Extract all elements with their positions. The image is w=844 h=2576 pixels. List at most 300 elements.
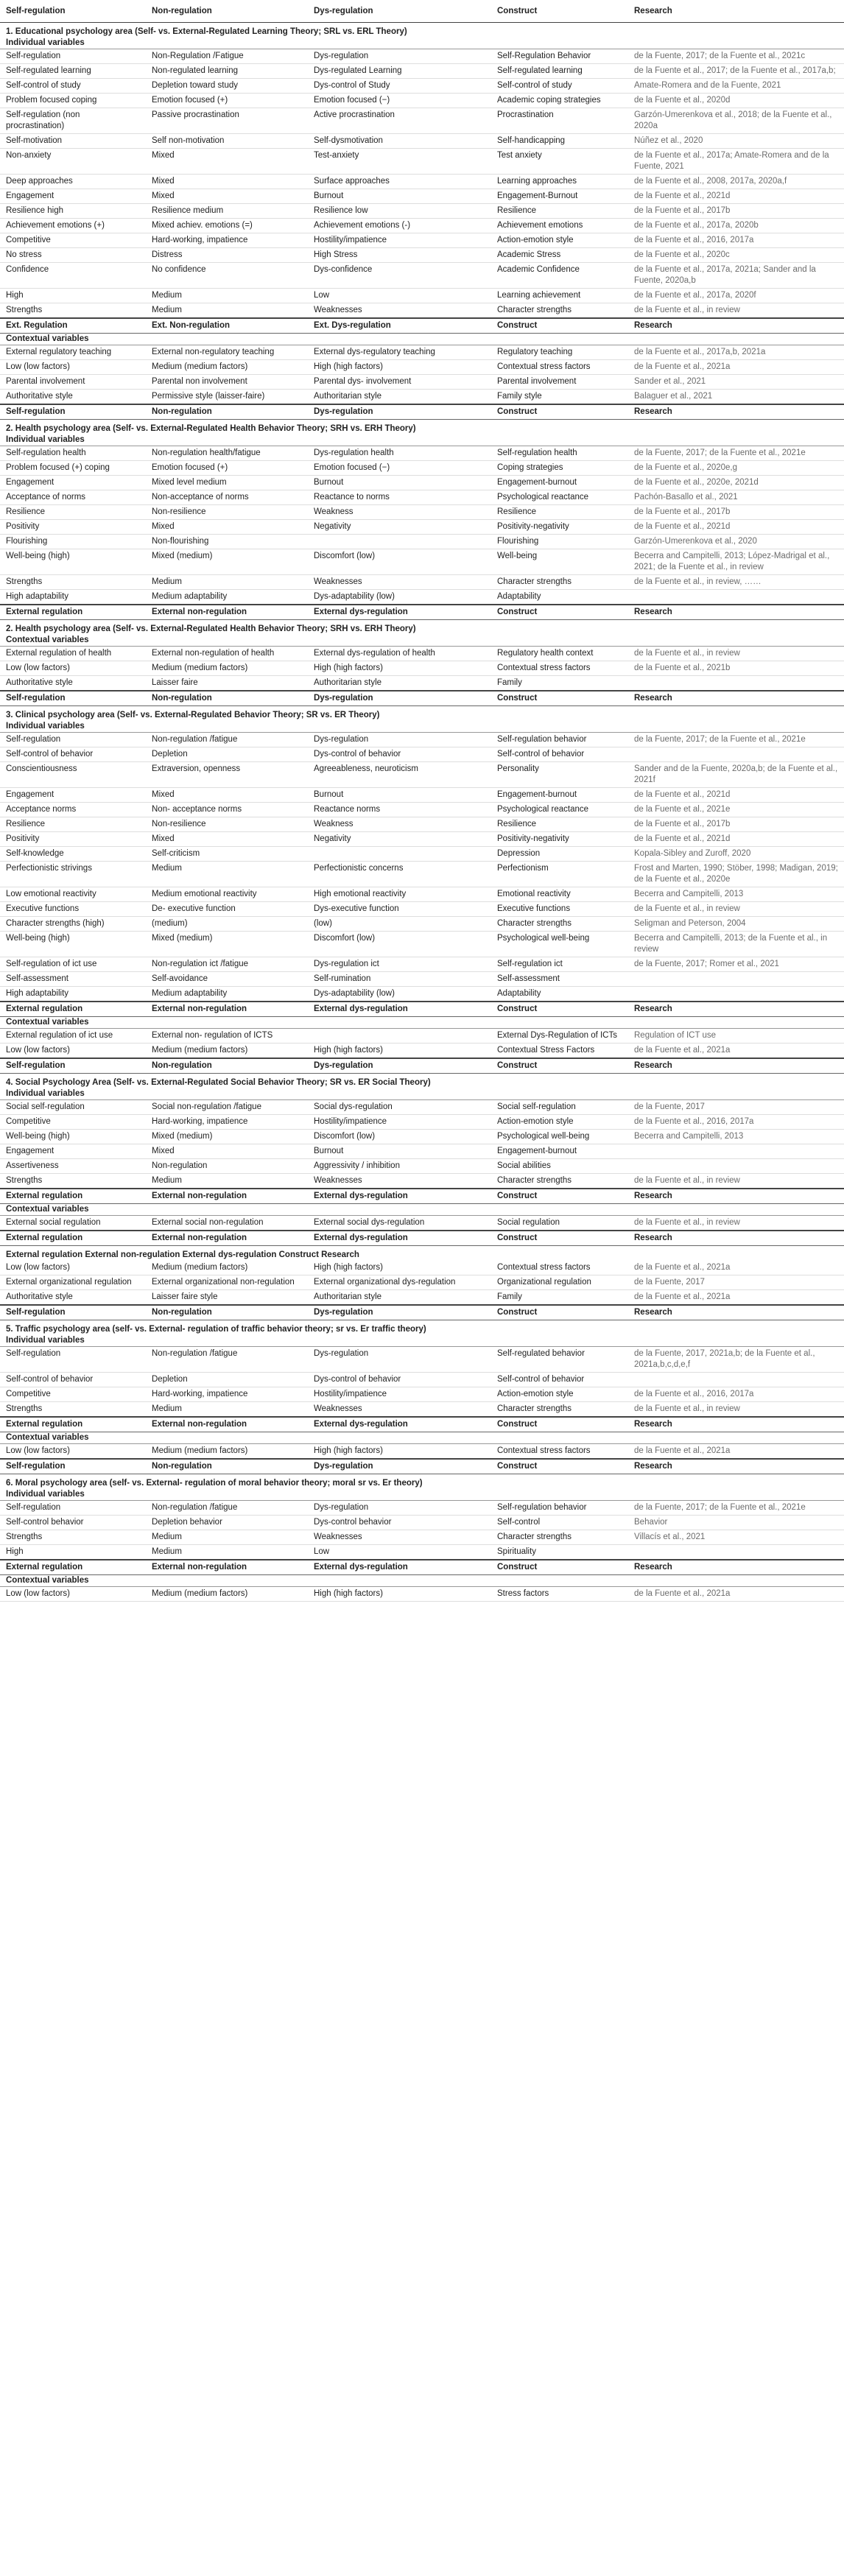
table-cell: High Stress [308, 248, 491, 263]
research-cell: Sander and de la Fuente, 2020a,b; de la Fuente et al., 2021f [628, 762, 844, 788]
table-cell: Medium adaptability [146, 590, 308, 605]
table-cell: Self-assessment [491, 972, 628, 987]
research-cell: de la Fuente et al., 2020c [628, 248, 844, 263]
group-header-cell: Research [628, 1305, 844, 1320]
table-cell: Self-Regulation Behavior [491, 49, 628, 64]
table-cell: Adaptability [491, 987, 628, 1002]
group-header-cell: Construct [491, 1305, 628, 1320]
research-cell: Behavior [628, 1516, 844, 1530]
research-cell: Amate-Romera and de la Fuente, 2021 [628, 79, 844, 94]
subsection-title-row [0, 38, 844, 49]
table-cell: Depletion toward study [146, 79, 308, 94]
group-header-cell: External non-regulation [146, 1560, 308, 1575]
table-row [0, 932, 844, 957]
table-cell: Emotion focused (−) [308, 461, 491, 476]
group-header-row [0, 318, 844, 334]
table-cell: Personality [491, 762, 628, 788]
table-cell: Non-resilience [146, 505, 308, 520]
table-cell: Medium (medium factors) [146, 360, 308, 375]
table-cell: Well-being (high) [0, 549, 146, 575]
table-cell: Regulatory teaching [491, 345, 628, 360]
table-cell: Social abilities [491, 1159, 628, 1174]
table-cell: Positivity-negativity [491, 832, 628, 847]
table-cell: Medium (medium factors) [146, 1261, 308, 1275]
table-cell: Self-rumination [308, 972, 491, 987]
table-cell: Low (low factors) [0, 661, 146, 676]
research-cell: de la Fuente et al., in review [628, 1174, 844, 1189]
group-header-row [0, 605, 844, 620]
group-header-cell: Dys-regulation [308, 691, 491, 706]
table-cell: Strengths [0, 1174, 146, 1189]
table-row [0, 461, 844, 476]
table-cell: Self-regulated learning [491, 64, 628, 79]
table-cell: Mixed [146, 149, 308, 175]
group-header-cell: External regulation [0, 1189, 146, 1204]
table-cell: Reactance to norms [308, 490, 491, 505]
group-header-cell: Self-regulation [0, 691, 146, 706]
subsection-title-row [0, 635, 844, 647]
subsection-title: Contextual variables [0, 1017, 844, 1029]
table-row [0, 1402, 844, 1418]
table-cell: High (high factors) [308, 661, 491, 676]
header-cell: Dys-regulation [308, 0, 491, 23]
table-row [0, 1373, 844, 1387]
table-cell: Dys-control of behavior [308, 1373, 491, 1387]
table-cell: Family style [491, 390, 628, 405]
table-cell: Self-regulation [0, 49, 146, 64]
table-cell: Hard-working, impatience [146, 1387, 308, 1402]
table-cell: High adaptability [0, 590, 146, 605]
research-cell: Becerra and Campitelli, 2013 [628, 887, 844, 902]
group-header-cell: Research [628, 1002, 844, 1017]
table-row [0, 1159, 844, 1174]
table-row [0, 987, 844, 1002]
table-cell: Dys-control behavior [308, 1516, 491, 1530]
table-cell: Contextual stress factors [491, 1444, 628, 1460]
table-cell: High [0, 289, 146, 303]
table-cell: Contextual stress factors [491, 360, 628, 375]
table-cell: Mixed [146, 189, 308, 204]
table-cell: Authoritative style [0, 676, 146, 691]
table-cell: External non-regulatory teaching [146, 345, 308, 360]
table-row [0, 1029, 844, 1044]
table-cell: Social self-regulation [0, 1100, 146, 1115]
table-cell [308, 847, 491, 862]
table-cell: Problem focused coping [0, 94, 146, 108]
table-row [0, 575, 844, 590]
table-cell: Problem focused (+) coping [0, 461, 146, 476]
table-cell: Low (low factors) [0, 1587, 146, 1602]
table-cell: Hostility/impatience [308, 1115, 491, 1130]
table-cell: Strengths [0, 1402, 146, 1418]
table-cell: Medium (medium factors) [146, 1444, 308, 1460]
subsection-title: Contextual variables [0, 635, 844, 647]
group-header-cell: External regulation [0, 605, 146, 620]
table-cell: Low [308, 289, 491, 303]
table-row [0, 64, 844, 79]
table-cell: Authoritative style [0, 1290, 146, 1306]
table-cell: Aggressivity / inhibition [308, 1159, 491, 1174]
table-cell: Parental involvement [0, 375, 146, 390]
group-header-cell: External non-regulation [146, 605, 308, 620]
group-header-row [0, 1002, 844, 1017]
table-cell: External dys-regulatory teaching [308, 345, 491, 360]
table-cell: Engagement [0, 476, 146, 490]
group-header-cell: Self-regulation [0, 1459, 146, 1474]
table-row [0, 189, 844, 204]
subsection-title: Individual variables [0, 721, 844, 733]
table-cell: Self-regulation health [0, 446, 146, 461]
research-cell: de la Fuente et al., 2021a [628, 1444, 844, 1460]
table-cell: External organizational regulation [0, 1275, 146, 1290]
table-cell: Self-handicapping [491, 134, 628, 149]
table-cell: Medium emotional reactivity [146, 887, 308, 902]
group-header-cell: Construct [491, 404, 628, 420]
section-title-row [0, 1474, 844, 1490]
table-cell: External Dys-Regulation of ICTs [491, 1029, 628, 1044]
table-cell: Self-regulation ict [491, 957, 628, 972]
table-cell: Positivity [0, 520, 146, 535]
table-cell: High (high factors) [308, 1261, 491, 1275]
research-cell: Sander et al., 2021 [628, 375, 844, 390]
group-header-row [0, 691, 844, 706]
table-cell: Hostility/impatience [308, 233, 491, 248]
table-cell [308, 535, 491, 549]
subsection-title: Individual variables [0, 1088, 844, 1100]
header-cell: Construct [491, 0, 628, 23]
table-cell: Self-regulation [0, 733, 146, 747]
table-cell: Self-regulation [0, 1347, 146, 1373]
table-row [0, 134, 844, 149]
table-cell: Self-dysmotivation [308, 134, 491, 149]
table-cell: Organizational regulation [491, 1275, 628, 1290]
table-row [0, 375, 844, 390]
research-cell: Frost and Marten, 1990; Stöber, 1998; Madigan, 2019; de la Fuente et al., 2020e [628, 862, 844, 887]
table-row [0, 887, 844, 902]
research-cell: de la Fuente et al., 2021a [628, 1261, 844, 1275]
table-row [0, 917, 844, 932]
table-row [0, 490, 844, 505]
research-cell: de la Fuente et al., in review [628, 1216, 844, 1231]
section-title: 6. Moral psychology area (self- vs. External- regulation of moral behavior theory; moral sr vs. Er theory) [6, 1479, 423, 1488]
table-cell: Self-regulation of ict use [0, 957, 146, 972]
table-cell: Dys-regulation [308, 1501, 491, 1516]
table-cell: Well-being (high) [0, 932, 146, 957]
group-header-cell: Construct [491, 1459, 628, 1474]
table-cell: Self-control of behavior [491, 1373, 628, 1387]
table-row [0, 149, 844, 175]
research-cell: de la Fuente, 2017; Romer et al., 2021 [628, 957, 844, 972]
table-row [0, 175, 844, 189]
table-cell: Authoritarian style [308, 1290, 491, 1306]
table-cell: Non-regulation /fatigue [146, 1347, 308, 1373]
table-cell: Dys-regulation [308, 49, 491, 64]
group-header-cell: External regulation [0, 1231, 146, 1246]
table-cell: Perfectionistic concerns [308, 862, 491, 887]
research-cell: de la Fuente, 2017; de la Fuente et al., 2021c [628, 49, 844, 64]
table-row [0, 803, 844, 817]
research-cell: de la Fuente et al., 2021d [628, 832, 844, 847]
group-header-cell: External non-regulation [146, 1231, 308, 1246]
research-cell: de la Fuente et al., in review [628, 1402, 844, 1418]
table-cell: Perfectionism [491, 862, 628, 887]
group-header-cell: External dys-regulation [308, 605, 491, 620]
table-cell: Extraversion, openness [146, 762, 308, 788]
table-cell: Procrastination [491, 108, 628, 134]
table-cell: External non- regulation of ICTS [146, 1029, 308, 1044]
research-cell [628, 590, 844, 605]
table-cell: Strengths [0, 1530, 146, 1545]
table-cell: Mixed (medium) [146, 549, 308, 575]
table-cell: Conscientiousness [0, 762, 146, 788]
table-cell: Achievement emotions (+) [0, 219, 146, 233]
table-cell: Medium adaptability [146, 987, 308, 1002]
table-cell: Mixed (medium) [146, 1130, 308, 1144]
table-cell: Discomfort (low) [308, 932, 491, 957]
group-header-cell: Research [628, 1058, 844, 1074]
table-cell: Deep approaches [0, 175, 146, 189]
table-cell: Non-regulation [146, 1159, 308, 1174]
table-cell [308, 1029, 491, 1044]
table-row [0, 108, 844, 134]
table-cell: Dys-regulated Learning [308, 64, 491, 79]
group-header-cell: Non-regulation [146, 404, 308, 420]
table-cell: Dys-adaptability (low) [308, 590, 491, 605]
research-cell: de la Fuente et al., 2017a, 2021a; Sander and la Fuente, 2020a,b [628, 263, 844, 289]
group-header-cell: External regulation [0, 1560, 146, 1575]
table-cell: (medium) [146, 917, 308, 932]
research-cell [628, 972, 844, 987]
table-cell: Dys-confidence [308, 263, 491, 289]
table-row [0, 248, 844, 263]
table-cell: Mixed achiev. emotions (=) [146, 219, 308, 233]
research-cell: de la Fuente et al., in review, …… [628, 575, 844, 590]
table-cell: Medium [146, 1402, 308, 1418]
subsection-title: Individual variables [0, 1335, 844, 1347]
table-cell: Self-regulated behavior [491, 1347, 628, 1373]
table-cell: Self-motivation [0, 134, 146, 149]
table-cell: Agreeableness, neuroticism [308, 762, 491, 788]
table-cell: Engagement-Burnout [491, 189, 628, 204]
table-cell: Resilience [491, 505, 628, 520]
table-cell: Psychological well-being [491, 932, 628, 957]
table-row [0, 303, 844, 319]
research-cell: de la Fuente et al., 2021e [628, 803, 844, 817]
table-cell: Dys-adaptability (low) [308, 987, 491, 1002]
table-cell: Character strengths [491, 917, 628, 932]
table-cell: High emotional reactivity [308, 887, 491, 902]
table-cell: Self-assessment [0, 972, 146, 987]
table-cell: Non-regulation ict /fatigue [146, 957, 308, 972]
table-row [0, 1387, 844, 1402]
table-cell: Medium (medium factors) [146, 1044, 308, 1059]
table-cell: Mixed [146, 520, 308, 535]
table-cell: Engagement-burnout [491, 476, 628, 490]
table-cell: Low (low factors) [0, 1444, 146, 1460]
table-row [0, 289, 844, 303]
research-cell: de la Fuente, 2017 [628, 1100, 844, 1115]
table-header-row [0, 0, 844, 23]
group-header-cell: Research [628, 1417, 844, 1432]
subsection-title: Contextual variables [0, 1432, 844, 1444]
research-cell: de la Fuente et al., 2021a [628, 1587, 844, 1602]
research-cell: de la Fuente, 2017; de la Fuente et al., 2021e [628, 1501, 844, 1516]
table-cell: Perfectionistic strivings [0, 862, 146, 887]
table-cell: Psychological well-being [491, 1130, 628, 1144]
table-row [0, 902, 844, 917]
table-cell: Laisser faire [146, 676, 308, 691]
table-row [0, 1144, 844, 1159]
table-cell: Self-regulation behavior [491, 733, 628, 747]
research-cell: de la Fuente et al., 2020e, 2021d [628, 476, 844, 490]
section-title-row [0, 1074, 844, 1089]
table-cell: Dys-regulation [308, 1347, 491, 1373]
table-cell: Self-control of behavior [491, 747, 628, 762]
table-cell: Character strengths [491, 1174, 628, 1189]
table-row [0, 647, 844, 661]
subsection-title-row [0, 1204, 844, 1216]
table-row [0, 847, 844, 862]
research-cell: de la Fuente et al., 2016, 2017a [628, 233, 844, 248]
table-row [0, 79, 844, 94]
group-header-cell: Research [628, 1459, 844, 1474]
section-title: 4. Social Psychology Area (Self- vs. External-Regulated Social Behavior Theory; SR vs. ER Social Theory) [6, 1078, 431, 1087]
research-cell: de la Fuente et al., in review [628, 647, 844, 661]
table-cell: High (high factors) [308, 360, 491, 375]
research-cell: de la Fuente, 2017; de la Fuente et al., 2021e [628, 446, 844, 461]
table-cell: Action-emotion style [491, 1115, 628, 1130]
research-cell [628, 1545, 844, 1560]
table-cell: Depression [491, 847, 628, 862]
table-row [0, 219, 844, 233]
table-cell: External regulatory teaching [0, 345, 146, 360]
table-cell: External non-regulation of health [146, 647, 308, 661]
table-cell: Distress [146, 248, 308, 263]
header-cell: Research [628, 0, 844, 23]
section-title: 5. Traffic psychology area (self- vs. External- regulation of traffic behavior theory; sr vs. Er traffic theory) [6, 1325, 426, 1334]
table-cell: Test anxiety [491, 149, 628, 175]
table-cell: Medium [146, 575, 308, 590]
table-cell: Contextual stress factors [491, 661, 628, 676]
group-header-cell: Self-regulation [0, 1305, 146, 1320]
table-cell: Character strengths [491, 1530, 628, 1545]
table-row [0, 1130, 844, 1144]
research-cell: Becerra and Campitelli, 2013; de la Fuente et al., in review [628, 932, 844, 957]
table-cell: Character strengths (high) [0, 917, 146, 932]
table-cell: Dys-regulation health [308, 446, 491, 461]
table-cell: Character strengths [491, 303, 628, 319]
table-cell: External organizational dys-regulation [308, 1275, 491, 1290]
group-header-cell: External dys-regulation [308, 1417, 491, 1432]
group-header-cell: External dys-regulation [308, 1189, 491, 1204]
subsection-title: Individual variables [0, 1489, 844, 1501]
table-cell: Depletion [146, 1373, 308, 1387]
table-cell: Resilience [491, 204, 628, 219]
subsection-title: Individual variables [0, 434, 844, 446]
table-cell: Self-control of study [0, 79, 146, 94]
table-cell: Self non-motivation [146, 134, 308, 149]
group-header-cell: Ext. Dys-regulation [308, 318, 491, 334]
table-cell: Medium [146, 1530, 308, 1545]
group-header-cell: External regulation [0, 1002, 146, 1017]
table-cell: Resilience [0, 505, 146, 520]
table-row [0, 762, 844, 788]
table-cell: Self-regulation (non procrastination) [0, 108, 146, 134]
table-row [0, 747, 844, 762]
table-cell: High (high factors) [308, 1444, 491, 1460]
table-cell: Competitive [0, 1115, 146, 1130]
table-cell: Contextual Stress Factors [491, 1044, 628, 1059]
table-cell: Psychological reactance [491, 490, 628, 505]
subsection-title-row [0, 1017, 844, 1029]
research-cell: Pachón-Basallo et al., 2021 [628, 490, 844, 505]
table-cell: No stress [0, 248, 146, 263]
table-cell: Executive functions [0, 902, 146, 917]
table-cell: Regulatory health context [491, 647, 628, 661]
research-cell [628, 1373, 844, 1387]
research-cell: de la Fuente et al., 2017a; Amate-Romera and de la Fuente, 2021 [628, 149, 844, 175]
group-header-row [0, 1560, 844, 1575]
group-header-cell: Self-regulation [0, 1058, 146, 1074]
research-cell: de la Fuente et al., 2016, 2017a [628, 1387, 844, 1402]
table-row [0, 957, 844, 972]
table-cell: Self-control of behavior [0, 747, 146, 762]
table-row [0, 360, 844, 375]
table-cell: Passive procrastination [146, 108, 308, 134]
section-title: 2. Health psychology area (Self- vs. External-Regulated Health Behavior Theory; SRH vs. ERH Theory) [6, 624, 416, 633]
group-header-cell: External dys-regulation [308, 1231, 491, 1246]
research-cell: de la Fuente et al., 2008, 2017a, 2020a,f [628, 175, 844, 189]
research-cell: de la Fuente et al., 2017b [628, 817, 844, 832]
research-cell: de la Fuente et al., 2021a [628, 1044, 844, 1059]
table-row [0, 1275, 844, 1290]
table-cell: Low (low factors) [0, 1261, 146, 1275]
table-cell: Medium [146, 1174, 308, 1189]
table-row [0, 520, 844, 535]
table-cell: Mixed [146, 175, 308, 189]
table-cell: Burnout [308, 189, 491, 204]
table-cell: Medium [146, 1545, 308, 1560]
subsection-title-row [0, 434, 844, 446]
table-cell: Authoritative style [0, 390, 146, 405]
group-header-cell: Construct [491, 1058, 628, 1074]
table-row [0, 233, 844, 248]
table-cell: External social dys-regulation [308, 1216, 491, 1231]
table-cell: External organizational non-regulation [146, 1275, 308, 1290]
table-cell: High (high factors) [308, 1587, 491, 1602]
table-cell: Weaknesses [308, 575, 491, 590]
table-cell: No confidence [146, 263, 308, 289]
research-cell: de la Fuente, 2017; de la Fuente et al., 2021e [628, 733, 844, 747]
table-cell: Academic coping strategies [491, 94, 628, 108]
table-cell: High (high factors) [308, 1044, 491, 1059]
table-row [0, 676, 844, 691]
research-cell: de la Fuente et al., 2017a, 2020f [628, 289, 844, 303]
table-cell: Reactance norms [308, 803, 491, 817]
group-header-cell: Construct [491, 1417, 628, 1432]
group-header-cell: External dys-regulation [308, 1002, 491, 1017]
table-cell: Resilience [491, 817, 628, 832]
table-cell: Hard-working, impatience [146, 1115, 308, 1130]
table-row [0, 535, 844, 549]
research-cell [628, 1159, 844, 1174]
group-header-row [0, 1058, 844, 1074]
table-cell: Negativity [308, 832, 491, 847]
table-cell: Non-resilience [146, 817, 308, 832]
research-cell: Kopala-Sibley and Zuroff, 2020 [628, 847, 844, 862]
research-cell: de la Fuente et al., 2017a, 2020b [628, 219, 844, 233]
table-cell: High adaptability [0, 987, 146, 1002]
